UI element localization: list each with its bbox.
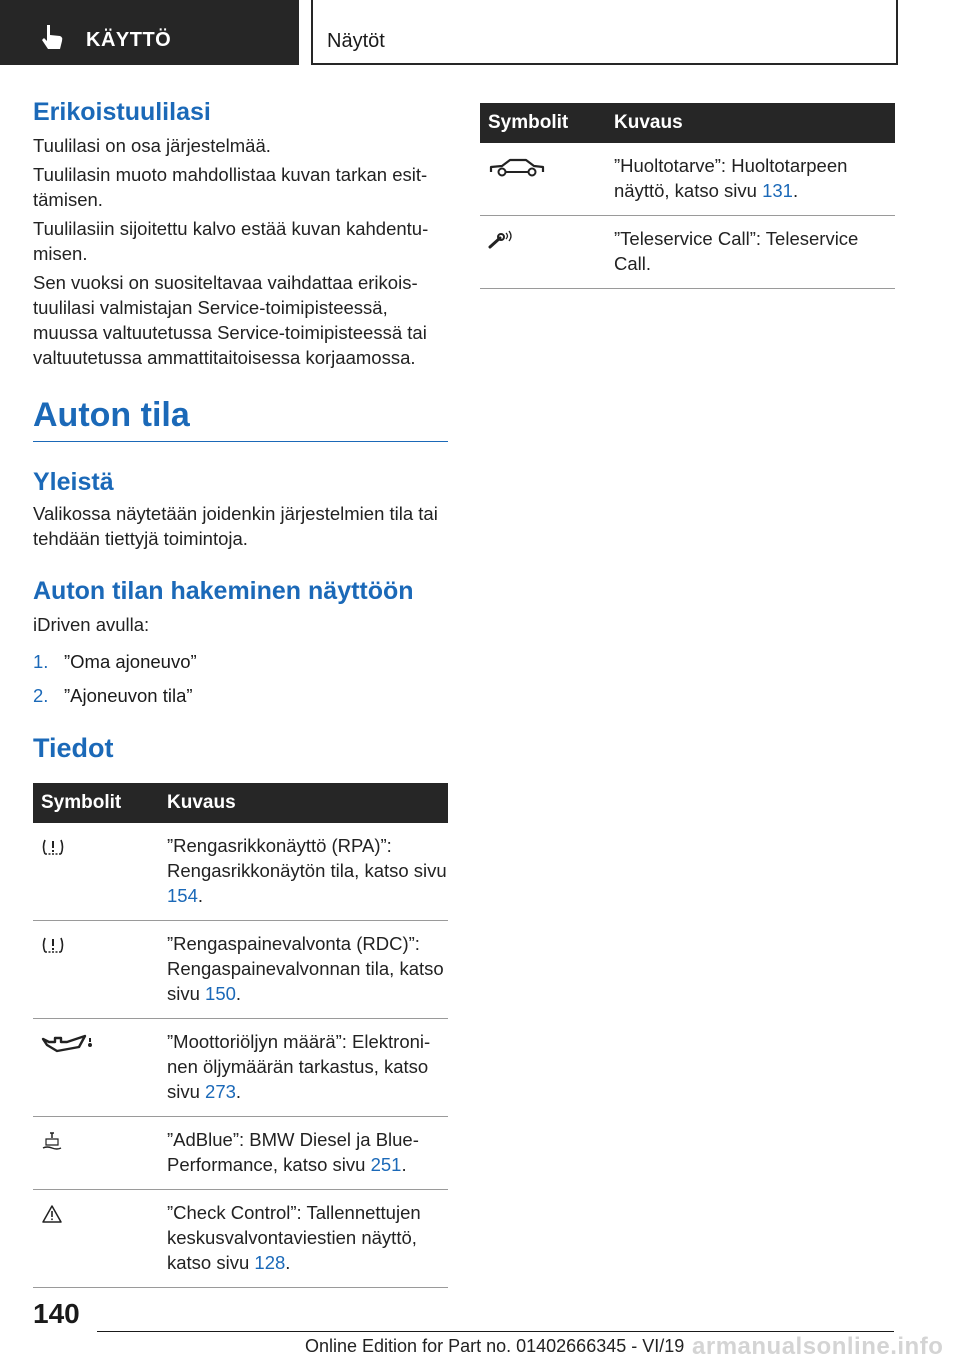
table-row	[33, 1117, 448, 1190]
step-number: 1.	[33, 651, 49, 672]
teleservice-wrench-icon	[488, 230, 514, 250]
watermark: armanualsonline.info	[692, 1333, 944, 1360]
list-item	[33, 683, 448, 708]
windshield-para-1: Tuulilasi on osa järjestelmää.	[33, 135, 271, 156]
general-heading: Yleistä	[33, 468, 114, 496]
list-item	[33, 649, 448, 674]
page-link[interactable]: 251	[370, 1154, 402, 1175]
column-header-description: Kuvaus	[163, 783, 448, 823]
column-header-description: Kuvaus	[610, 103, 895, 143]
row-description: ”AdBlue”: BMW Diesel ja BluePerformance, katso sivu 251.	[163, 1117, 448, 1190]
table-row	[33, 1019, 448, 1117]
fetch-status-heading: Auton tilan hakeminen näyttöön	[33, 577, 414, 605]
step-number: 2.	[33, 685, 49, 706]
hand-pointer-icon	[40, 24, 64, 50]
row-description: ”Moottoriöljyn määrä”: Elektroninen öljymäärän tarkastus, katso sivu 273.	[163, 1019, 448, 1117]
table-row	[33, 823, 448, 921]
page-link[interactable]: 128	[254, 1252, 286, 1273]
warning-triangle-icon	[41, 1204, 63, 1224]
row-description: ”Teleservice Call”: Teleservice Call.	[610, 216, 895, 289]
car-service-icon	[488, 157, 546, 179]
footer-rule	[97, 1331, 894, 1332]
table-row	[33, 1190, 448, 1288]
row-description: ”Check Control”: Tallennettujen keskusvalvontaviestien näyttö, katso sivu 128.	[163, 1190, 448, 1288]
adblue-icon	[41, 1131, 63, 1151]
page-link[interactable]: 154	[167, 885, 198, 906]
column-header-symbol: Symbolit	[33, 783, 163, 823]
row-description: ”Rengasrikkonäyttö (RPA)”: Rengasrikkonäytön tila, katso sivu 154.	[163, 823, 448, 921]
table-row	[480, 143, 895, 216]
vehicle-status-heading: Auton tila	[33, 396, 448, 442]
row-description: ”Rengaspainevalvonta (RDC)”: Rengaspainevalvonnan tila, katso sivu 150.	[163, 921, 448, 1019]
info-heading: Tiedot	[33, 733, 114, 763]
steps-list	[33, 649, 448, 708]
status-symbols-table	[33, 783, 448, 1288]
table-header	[33, 783, 448, 823]
page-number: 140	[33, 1298, 80, 1329]
status-symbols-table-continued	[480, 103, 895, 289]
fetch-intro: iDriven avulla:	[33, 614, 150, 635]
right-column	[480, 103, 895, 289]
page-link[interactable]: 150	[205, 983, 236, 1004]
general-text: Valikossa näytetään joidenkin järjestelmien tila tai tehdään tiettyjä toimintoja.	[33, 503, 438, 549]
page-link[interactable]: 131	[762, 180, 793, 201]
chapter-tab	[311, 0, 898, 65]
row-description: ”Huoltotarve”: Huoltotarpeen näyttö, katso sivu 131.	[610, 143, 895, 216]
step-text: ”Oma ajoneuvo”	[64, 651, 197, 672]
windshield-para-3: Tuulilasiin sijoitettu kalvo estää kuvan kahdentumisen.	[33, 218, 429, 264]
column-header-symbol: Symbolit	[480, 103, 610, 143]
tire-pressure-icon	[41, 935, 65, 955]
step-text: ”Ajoneuvon tila”	[64, 685, 193, 706]
chapter-title: Näytöt	[327, 30, 385, 52]
table-row	[480, 216, 895, 289]
left-column	[33, 98, 448, 1288]
windshield-para-2: Tuulilasin muoto mahdollistaa kuvan tarkan esittämisen.	[33, 164, 428, 210]
windshield-heading: Erikoistuulilasi	[33, 98, 211, 126]
windshield-para-4: Sen vuoksi on suositeltavaa vaihdattaa erikoistuulilasi valmistajan Service-toimipisteessä, muussa valtuutetussa Service-toimipisteessä tai valtuutetussa ammattitaitoisessa korjaamossa.	[33, 272, 427, 368]
table-header	[480, 103, 895, 143]
section-title: KÄYTTÖ	[86, 29, 172, 51]
oil-can-icon	[41, 1033, 93, 1055]
page-link[interactable]: 273	[205, 1081, 236, 1102]
tire-warning-icon	[41, 837, 65, 857]
edition-note: Online Edition for Part no. 01402666345 - VI/19	[305, 1336, 685, 1356]
section-tab	[0, 0, 299, 65]
table-row	[33, 921, 448, 1019]
